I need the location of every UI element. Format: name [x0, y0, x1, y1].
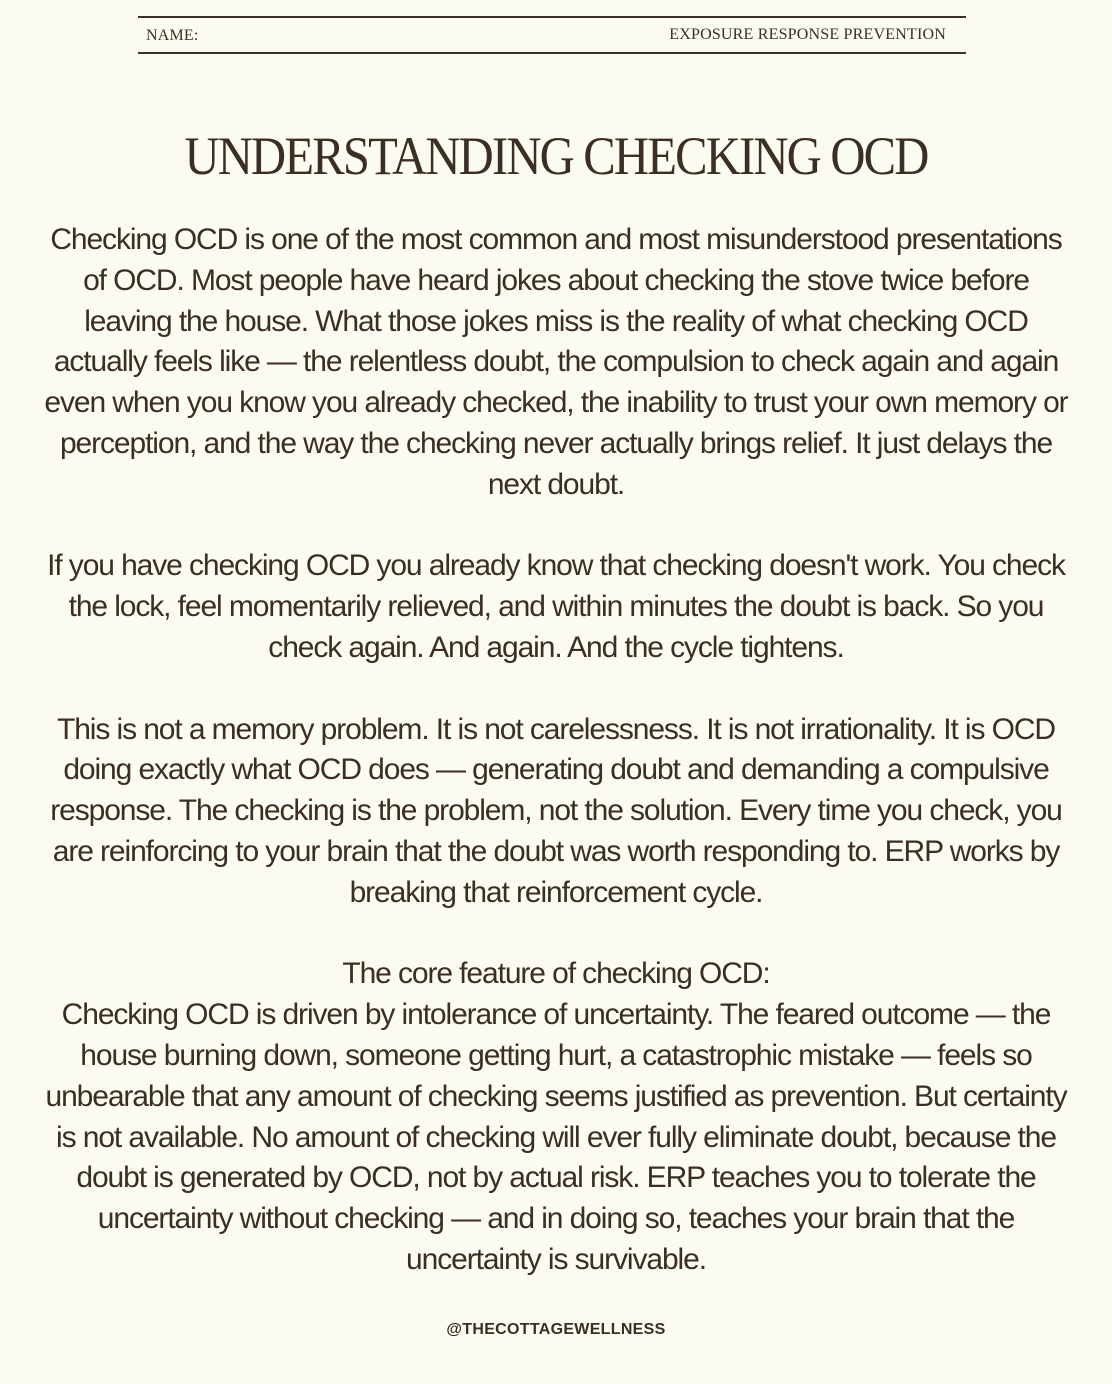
footer-handle: @THECOTTAGEWELLNESS	[446, 1321, 666, 1338]
worksheet-body	[36, 220, 1076, 1281]
program-label: EXPOSURE RESPONSE PREVENTION	[669, 26, 946, 43]
page-title: UNDERSTANDING CHECKING OCD	[184, 126, 928, 186]
worksheet-header	[138, 16, 966, 54]
core-feature-section	[36, 954, 1076, 1280]
core-feature-heading: The core feature of checking OCD:	[342, 957, 770, 991]
checking-cycle-paragraph: If you have checking OCD you already know that checking doesn't work. You check the lock, feel momentarily relieved, and within minutes the doubt is back. So you check again. And again. And the cycle tightens.	[47, 549, 1065, 664]
not-memory-problem-paragraph: This is not a memory problem. It is not carelessness. It is not irrationality. It is OCD doing exactly what OCD does — generating doubt and demanding a compulsive response. The checking is the problem, not the solution. Every time you check, you are reinforcing to your brain that the doubt was worth responding to. ERP works by breaking that reinforcement cycle.	[50, 712, 1062, 909]
name-label: NAME:	[146, 27, 199, 44]
core-feature-text: Checking OCD is driven by intolerance of uncertainty. The feared outcome — the house burning down, someone getting hurt, a catastrophic mistake — feels so unbearable that any amount of checking seems justified as prevention. But certainty is not available. No amount of checking will ever fully eliminate doubt, because the doubt is generated by OCD, not by actual risk. ERP teaches you to tolerate the uncertainty without checking — and in doing so, teaches your brain that the uncertainty is survivable.	[45, 998, 1067, 1276]
intro-paragraph: Checking OCD is one of the most common and most misunderstood presentations of OCD. Most people have heard jokes about checking the stove twice before leaving the house. What those jokes miss is the reality of what checking OCD actually feels like — the relentless doubt, the compulsion to check again and again even when you know you already checked, the inability to trust your own memory or perception, and the way the checking never actually brings relief. It just delays the next doubt.	[44, 223, 1068, 501]
